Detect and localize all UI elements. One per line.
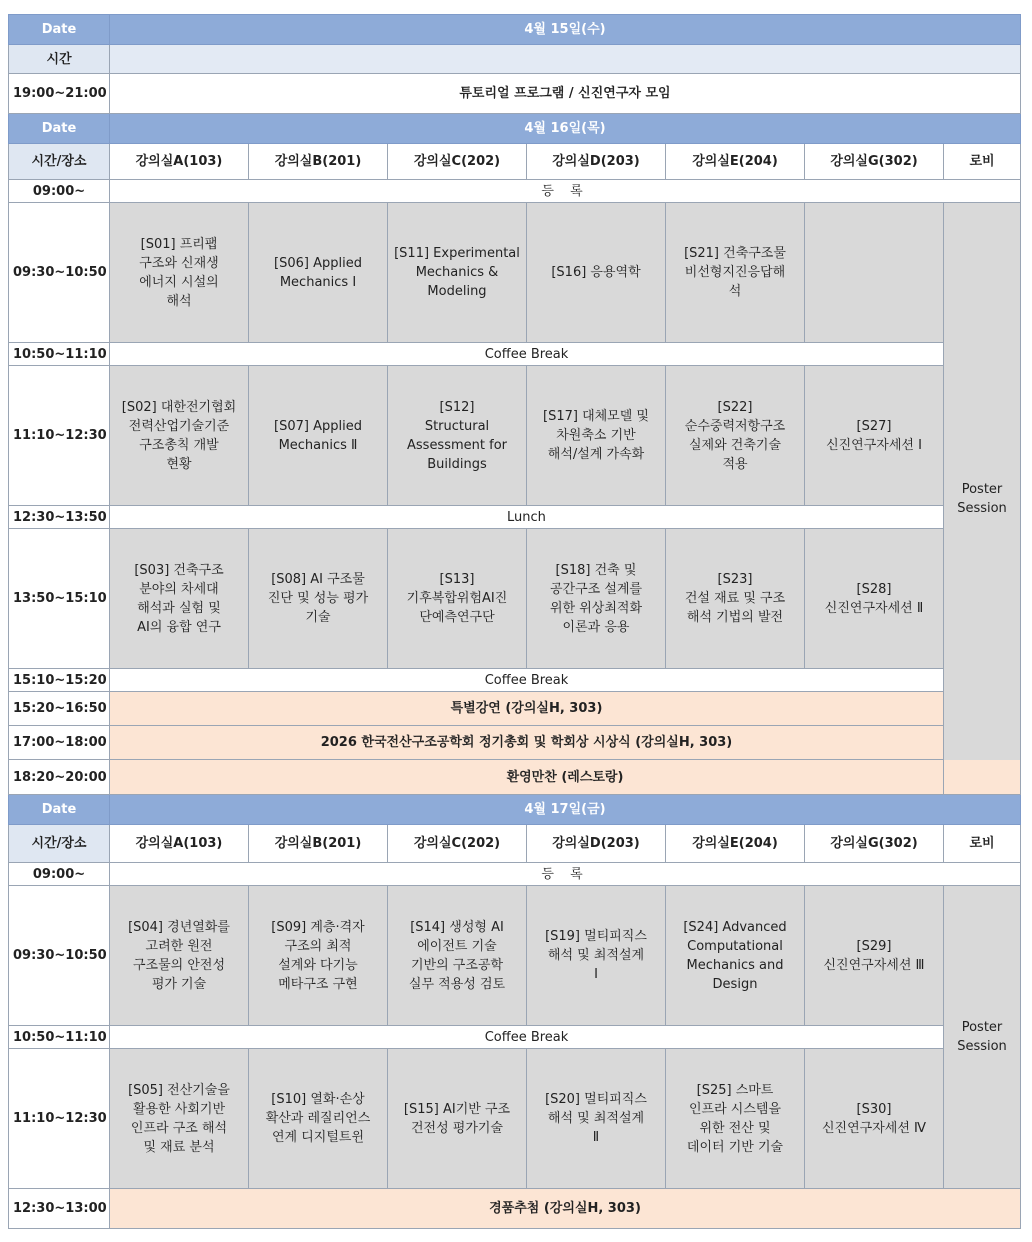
coffee-break-cell: Coffee Break [110, 343, 944, 366]
session-row [9, 886, 1021, 1026]
room-c-header: 강의실C(202) [388, 144, 527, 180]
registration-row [9, 180, 1021, 203]
date-label: Date [9, 795, 110, 825]
event-row [9, 760, 1021, 795]
break-row [9, 669, 1021, 692]
session-cell: [S18] 건축 및 공간구조 설계를 위한 위상최적화 이론과 응용 [527, 529, 666, 669]
room-b-header: 강의실B(201) [249, 825, 388, 863]
session-cell: [S25] 스마트 인프라 시스템을 위한 전산 및 데이터 기반 기술 [666, 1049, 805, 1189]
session-cell: [S29] 신진연구자세션 Ⅲ [805, 886, 944, 1026]
date-row-0417 [9, 795, 1021, 825]
session-row [9, 366, 1021, 506]
session-cell: [S24] Advanced Computational Mechanics and Design [666, 886, 805, 1026]
time-cell: 17:00~18:00 [9, 726, 110, 760]
time-place-header: 시간/장소 [9, 144, 110, 180]
time-cell: 09:00~ [9, 180, 110, 203]
session-cell: [S10] 열화·손상 확산과 레질리언스 연계 디지털트윈 [249, 1049, 388, 1189]
date-title: 4월 16일(목) [110, 114, 1021, 144]
session-cell: [S28] 신진연구자세션 Ⅱ [805, 529, 944, 669]
session-cell: [S05] 전산기술을 활용한 사회기반 인프라 구조 해석 및 재료 분석 [110, 1049, 249, 1189]
time-cell: 18:20~20:00 [9, 760, 110, 795]
room-e-header: 강의실E(204) [666, 144, 805, 180]
session-cell: [S16] 응용역학 [527, 203, 666, 343]
registration-row [9, 863, 1021, 886]
time-cell: 19:00~21:00 [9, 74, 110, 114]
poster-session-cell: Poster Session [944, 886, 1021, 1189]
session-cell: [S08] AI 구조물 진단 및 성능 평가 기술 [249, 529, 388, 669]
header-row-0415 [9, 45, 1021, 74]
empty-session-cell [805, 203, 944, 343]
session-row [9, 1049, 1021, 1189]
registration-cell: 등 록 [110, 180, 1021, 203]
session-cell: [S04] 경년열화를 고려한 원전 구조물의 안전성 평가 기술 [110, 886, 249, 1026]
session-cell: [S11] Experimental Mechanics & Modeling [388, 203, 527, 343]
event-row [9, 726, 1021, 760]
time-cell: 15:20~16:50 [9, 692, 110, 726]
schedule-table [8, 14, 1021, 1229]
time-cell: 12:30~13:50 [9, 506, 110, 529]
time-cell: 13:50~15:10 [9, 529, 110, 669]
session-cell: [S17] 대체모델 및 차원축소 기반 해석/설계 가속화 [527, 366, 666, 506]
room-b-header: 강의실B(201) [249, 144, 388, 180]
registration-cell: 등 록 [110, 863, 1021, 886]
session-cell: [S09] 계층·격자 구조의 최적 설계와 다기능 메타구조 구현 [249, 886, 388, 1026]
room-g-header: 강의실G(302) [805, 144, 944, 180]
general-meeting-cell: 2026 한국전산구조공학회 정기총회 및 학회상 시상식 (강의실H, 303) [110, 726, 944, 760]
session-row [9, 529, 1021, 669]
lottery-cell: 경품추첨 (강의실H, 303) [110, 1189, 1021, 1229]
coffee-break-cell: Coffee Break [110, 669, 944, 692]
session-cell: [S19] 멀티피직스 해석 및 최적설계 Ⅰ [527, 886, 666, 1026]
session-cell: [S20] 멀티피직스 해석 및 최적설계 Ⅱ [527, 1049, 666, 1189]
session-cell: [S03] 건축구조 분야의 차세대 해석과 실험 및 AI의 융합 연구 [110, 529, 249, 669]
banquet-cell: 환영만찬 (레스토랑) [110, 760, 1021, 795]
date-label: Date [9, 114, 110, 144]
date-row-0415 [9, 15, 1021, 45]
session-cell: [S07] Applied Mechanics Ⅱ [249, 366, 388, 506]
date-title: 4월 17일(금) [110, 795, 1021, 825]
time-cell: 09:30~10:50 [9, 203, 110, 343]
break-row [9, 343, 1021, 366]
special-lecture-cell: 특별강연 (강의실H, 303) [110, 692, 944, 726]
room-d-header: 강의실D(203) [527, 144, 666, 180]
time-cell: 11:10~12:30 [9, 1049, 110, 1189]
session-cell: [S13] 기후복합위험AI진 단예측연구단 [388, 529, 527, 669]
session-cell: [S12] Structural Assessment for Buildings [388, 366, 527, 506]
poster-session-cell: Poster Session [944, 203, 1021, 795]
room-header-row [9, 144, 1021, 180]
session-cell: [S27] 신진연구자세션 Ⅰ [805, 366, 944, 506]
date-label: Date [9, 15, 110, 45]
session-cell: [S15] AI기반 구조 건전성 평가기술 [388, 1049, 527, 1189]
date-title: 4월 15일(수) [110, 15, 1021, 45]
time-cell: 15:10~15:20 [9, 669, 110, 692]
session-cell: [S06] Applied Mechanics Ⅰ [249, 203, 388, 343]
time-cell: 10:50~11:10 [9, 1026, 110, 1049]
break-row [9, 1026, 1021, 1049]
event-row [9, 1189, 1021, 1229]
time-cell: 09:00~ [9, 863, 110, 886]
session-cell: [S22] 순수중력저항구조 실제와 건축기술 적용 [666, 366, 805, 506]
date-row-0416 [9, 114, 1021, 144]
room-d-header: 강의실D(203) [527, 825, 666, 863]
time-cell: 10:50~11:10 [9, 343, 110, 366]
room-g-header: 강의실G(302) [805, 825, 944, 863]
room-c-header: 강의실C(202) [388, 825, 527, 863]
event-row [9, 692, 1021, 726]
time-cell: 09:30~10:50 [9, 886, 110, 1026]
lunch-cell: Lunch [110, 506, 944, 529]
room-a-header: 강의실A(103) [110, 825, 249, 863]
time-cell: 11:10~12:30 [9, 366, 110, 506]
coffee-break-cell: Coffee Break [110, 1026, 944, 1049]
room-header-row [9, 825, 1021, 863]
time-place-header: 시간/장소 [9, 825, 110, 863]
time-header: 시간 [9, 45, 110, 74]
break-row [9, 506, 1021, 529]
session-cell: [S14] 생성형 AI 에이전트 기술 기반의 구조공학 실무 적용성 검토 [388, 886, 527, 1026]
session-row [9, 203, 1021, 343]
session-cell: [S23] 건설 재료 및 구조 해석 기법의 발전 [666, 529, 805, 669]
tutorial-cell: 튜토리얼 프로그램 / 신진연구자 모임 [110, 74, 1021, 114]
time-cell: 12:30~13:00 [9, 1189, 110, 1229]
lobby-header: 로비 [944, 825, 1021, 863]
room-e-header: 강의실E(204) [666, 825, 805, 863]
session-cell: [S02] 대한전기협회 전력산업기술기준 구조총칙 개발 현황 [110, 366, 249, 506]
lobby-header: 로비 [944, 144, 1021, 180]
room-a-header: 강의실A(103) [110, 144, 249, 180]
header-blank [110, 45, 1021, 74]
session-cell: [S30] 신진연구자세션 Ⅳ [805, 1049, 944, 1189]
session-cell: [S01] 프리팹 구조와 신재생 에너지 시설의 해석 [110, 203, 249, 343]
session-cell: [S21] 건축구조물 비선형지진응답해 석 [666, 203, 805, 343]
schedule-row [9, 74, 1021, 114]
